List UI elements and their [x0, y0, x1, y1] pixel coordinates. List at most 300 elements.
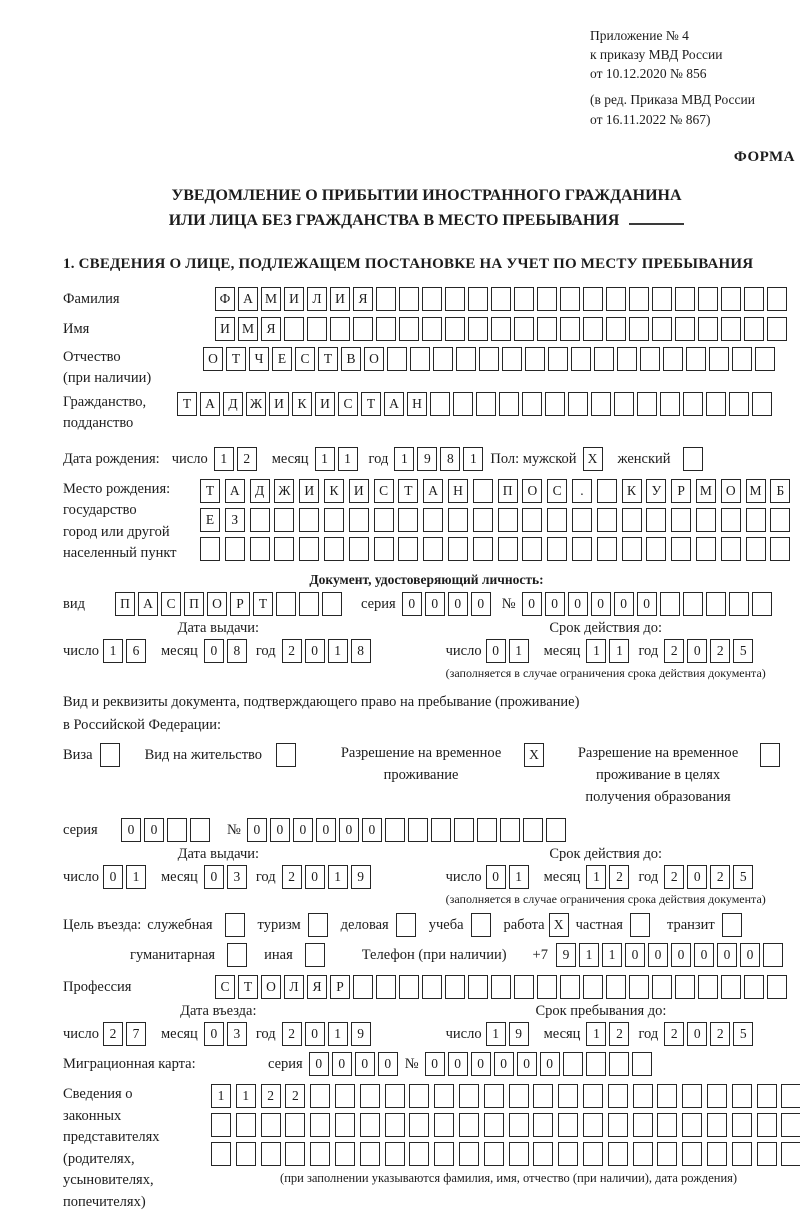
char-cell[interactable]: И	[349, 479, 369, 503]
char-cell[interactable]	[299, 537, 319, 561]
char-cell[interactable]	[622, 537, 642, 561]
char-cell[interactable]	[276, 592, 296, 616]
char-cell[interactable]	[500, 818, 520, 842]
char-cell[interactable]	[558, 1084, 578, 1108]
char-cell[interactable]: Р	[330, 975, 350, 999]
char-cell[interactable]	[572, 508, 592, 532]
char-cell[interactable]: 5	[733, 639, 753, 663]
char-cell[interactable]	[752, 592, 772, 616]
char-cell[interactable]: К	[622, 479, 642, 503]
char-cell[interactable]	[491, 317, 511, 341]
char-cell[interactable]	[637, 392, 657, 416]
char-cell[interactable]: 2	[664, 865, 684, 889]
char-cell[interactable]	[663, 347, 683, 371]
char-cell[interactable]: 0	[425, 592, 445, 616]
char-cell[interactable]	[422, 975, 442, 999]
char-cell[interactable]: 1	[394, 447, 414, 471]
char-cell[interactable]: 0	[568, 592, 588, 616]
char-cell[interactable]: 0	[362, 818, 382, 842]
char-cell[interactable]	[597, 508, 617, 532]
char-cell[interactable]	[683, 592, 703, 616]
char-cell[interactable]: 1	[328, 1022, 348, 1046]
char-cell[interactable]: 0	[540, 1052, 560, 1076]
char-cell[interactable]	[459, 1113, 479, 1137]
char-cell[interactable]: 0	[402, 592, 422, 616]
char-cell[interactable]: 2	[282, 865, 302, 889]
char-cell[interactable]: Д	[223, 392, 243, 416]
char-cell[interactable]	[732, 1113, 752, 1137]
char-cell[interactable]	[698, 287, 718, 311]
char-cell[interactable]	[563, 1052, 583, 1076]
char-cell[interactable]	[586, 1052, 606, 1076]
purpose-humanitarian-checkbox[interactable]	[227, 943, 247, 967]
char-cell[interactable]	[721, 317, 741, 341]
char-cell[interactable]: 0	[448, 1052, 468, 1076]
char-cell[interactable]: 1	[579, 943, 599, 967]
char-cell[interactable]: 2	[710, 639, 730, 663]
char-cell[interactable]	[533, 1113, 553, 1137]
char-cell[interactable]: 1	[103, 639, 123, 663]
purpose-private-checkbox[interactable]	[630, 913, 650, 937]
char-cell[interactable]: 1	[463, 447, 483, 471]
char-cell[interactable]	[660, 592, 680, 616]
char-cell[interactable]: 1	[328, 865, 348, 889]
char-cell[interactable]	[376, 975, 396, 999]
char-cell[interactable]: 2	[664, 639, 684, 663]
char-cell[interactable]: 1	[486, 1022, 506, 1046]
char-cell[interactable]: Т	[177, 392, 197, 416]
char-cell[interactable]	[445, 317, 465, 341]
char-cell[interactable]	[408, 818, 428, 842]
char-cell[interactable]	[324, 537, 344, 561]
char-cell[interactable]: 0	[494, 1052, 514, 1076]
char-cell[interactable]	[660, 392, 680, 416]
char-cell[interactable]	[571, 347, 591, 371]
char-cell[interactable]	[729, 592, 749, 616]
char-cell[interactable]	[430, 392, 450, 416]
char-cell[interactable]: 0	[687, 1022, 707, 1046]
char-cell[interactable]: П	[498, 479, 518, 503]
char-cell[interactable]	[755, 347, 775, 371]
char-cell[interactable]	[757, 1084, 777, 1108]
char-cell[interactable]	[597, 479, 617, 503]
char-cell[interactable]: 1	[338, 447, 358, 471]
char-cell[interactable]	[261, 1113, 281, 1137]
char-cell[interactable]	[499, 392, 519, 416]
char-cell[interactable]: 1	[328, 639, 348, 663]
char-cell[interactable]: К	[324, 479, 344, 503]
char-cell[interactable]	[399, 287, 419, 311]
char-cell[interactable]	[746, 508, 766, 532]
char-cell[interactable]	[558, 1113, 578, 1137]
char-cell[interactable]	[622, 508, 642, 532]
char-cell[interactable]	[360, 1113, 380, 1137]
char-cell[interactable]: 0	[591, 592, 611, 616]
char-cell[interactable]: 1	[586, 639, 606, 663]
char-cell[interactable]: С	[161, 592, 181, 616]
char-cell[interactable]	[387, 347, 407, 371]
char-cell[interactable]: 0	[740, 943, 760, 967]
char-cell[interactable]: 2	[710, 1022, 730, 1046]
purpose-official-checkbox[interactable]	[225, 913, 245, 937]
char-cell[interactable]	[409, 1084, 429, 1108]
char-cell[interactable]: А	[225, 479, 245, 503]
char-cell[interactable]	[491, 975, 511, 999]
char-cell[interactable]	[431, 818, 451, 842]
char-cell[interactable]	[349, 537, 369, 561]
char-cell[interactable]: 1	[609, 639, 629, 663]
char-cell[interactable]	[335, 1113, 355, 1137]
char-cell[interactable]	[560, 287, 580, 311]
char-cell[interactable]: А	[384, 392, 404, 416]
char-cell[interactable]	[284, 317, 304, 341]
char-cell[interactable]	[547, 508, 567, 532]
char-cell[interactable]	[767, 975, 787, 999]
char-cell[interactable]: 2	[609, 865, 629, 889]
char-cell[interactable]: 0	[378, 1052, 398, 1076]
char-cell[interactable]: 1	[586, 865, 606, 889]
char-cell[interactable]: Н	[407, 392, 427, 416]
char-cell[interactable]: 2	[285, 1084, 305, 1108]
char-cell[interactable]	[374, 508, 394, 532]
char-cell[interactable]: С	[338, 392, 358, 416]
char-cell[interactable]: А	[238, 287, 258, 311]
char-cell[interactable]	[514, 317, 534, 341]
char-cell[interactable]	[721, 508, 741, 532]
char-cell[interactable]: С	[295, 347, 315, 371]
char-cell[interactable]	[744, 287, 764, 311]
char-cell[interactable]: 0	[486, 639, 506, 663]
char-cell[interactable]: И	[330, 287, 350, 311]
char-cell[interactable]	[468, 317, 488, 341]
char-cell[interactable]	[629, 287, 649, 311]
char-cell[interactable]	[498, 537, 518, 561]
char-cell[interactable]: 0	[309, 1052, 329, 1076]
temp-residence-checkbox[interactable]: X	[524, 743, 544, 767]
char-cell[interactable]	[781, 1113, 800, 1137]
char-cell[interactable]	[236, 1113, 256, 1137]
char-cell[interactable]	[454, 818, 474, 842]
purpose-business-checkbox[interactable]	[396, 913, 416, 937]
char-cell[interactable]	[385, 1113, 405, 1137]
char-cell[interactable]: О	[364, 347, 384, 371]
char-cell[interactable]	[721, 537, 741, 561]
char-cell[interactable]	[514, 975, 534, 999]
char-cell[interactable]	[445, 287, 465, 311]
char-cell[interactable]: 0	[614, 592, 634, 616]
char-cell[interactable]	[385, 1084, 405, 1108]
char-cell[interactable]: 2	[261, 1084, 281, 1108]
char-cell[interactable]	[597, 537, 617, 561]
char-cell[interactable]	[448, 537, 468, 561]
char-cell[interactable]: Е	[200, 508, 220, 532]
char-cell[interactable]: 0	[204, 1022, 224, 1046]
char-cell[interactable]: 1	[586, 1022, 606, 1046]
char-cell[interactable]	[698, 975, 718, 999]
char-cell[interactable]	[594, 347, 614, 371]
char-cell[interactable]	[606, 287, 626, 311]
char-cell[interactable]	[583, 287, 603, 311]
char-cell[interactable]	[360, 1084, 380, 1108]
char-cell[interactable]: 0	[305, 1022, 325, 1046]
char-cell[interactable]	[609, 1052, 629, 1076]
char-cell[interactable]	[522, 508, 542, 532]
char-cell[interactable]	[453, 392, 473, 416]
char-cell[interactable]: 0	[522, 592, 542, 616]
char-cell[interactable]: М	[238, 317, 258, 341]
char-cell[interactable]	[423, 537, 443, 561]
char-cell[interactable]	[274, 537, 294, 561]
char-cell[interactable]	[633, 1113, 653, 1137]
char-cell[interactable]	[606, 317, 626, 341]
char-cell[interactable]: 0	[648, 943, 668, 967]
char-cell[interactable]	[752, 392, 772, 416]
char-cell[interactable]: 0	[247, 818, 267, 842]
char-cell[interactable]: С	[374, 479, 394, 503]
char-cell[interactable]: 8	[440, 447, 460, 471]
char-cell[interactable]	[696, 508, 716, 532]
char-cell[interactable]	[307, 317, 327, 341]
char-cell[interactable]	[473, 479, 493, 503]
char-cell[interactable]	[729, 392, 749, 416]
char-cell[interactable]	[675, 287, 695, 311]
char-cell[interactable]: Ф	[215, 287, 235, 311]
char-cell[interactable]: Д	[250, 479, 270, 503]
char-cell[interactable]	[706, 392, 726, 416]
char-cell[interactable]	[448, 508, 468, 532]
char-cell[interactable]	[686, 347, 706, 371]
char-cell[interactable]: У	[646, 479, 666, 503]
char-cell[interactable]	[310, 1084, 330, 1108]
char-cell[interactable]	[468, 287, 488, 311]
char-cell[interactable]	[522, 537, 542, 561]
char-cell[interactable]	[200, 537, 220, 561]
char-cell[interactable]	[423, 508, 443, 532]
char-cell[interactable]: 8	[351, 639, 371, 663]
char-cell[interactable]: 0	[293, 818, 313, 842]
char-cell[interactable]: Ч	[249, 347, 269, 371]
char-cell[interactable]	[349, 508, 369, 532]
char-cell[interactable]: З	[225, 508, 245, 532]
char-cell[interactable]: Р	[230, 592, 250, 616]
temp-residence-edu-checkbox[interactable]	[760, 743, 780, 767]
char-cell[interactable]: И	[315, 392, 335, 416]
char-cell[interactable]: Ж	[246, 392, 266, 416]
char-cell[interactable]	[484, 1084, 504, 1108]
char-cell[interactable]	[546, 818, 566, 842]
char-cell[interactable]: 9	[351, 1022, 371, 1046]
char-cell[interactable]	[422, 317, 442, 341]
char-cell[interactable]: 7	[126, 1022, 146, 1046]
char-cell[interactable]	[657, 1113, 677, 1137]
char-cell[interactable]	[491, 287, 511, 311]
char-cell[interactable]: П	[184, 592, 204, 616]
char-cell[interactable]: 0	[517, 1052, 537, 1076]
char-cell[interactable]: Я	[353, 287, 373, 311]
char-cell[interactable]	[509, 1084, 529, 1108]
char-cell[interactable]: Т	[253, 592, 273, 616]
char-cell[interactable]	[617, 347, 637, 371]
char-cell[interactable]	[548, 347, 568, 371]
char-cell[interactable]: 5	[733, 1022, 753, 1046]
char-cell[interactable]	[330, 317, 350, 341]
char-cell[interactable]: 0	[355, 1052, 375, 1076]
char-cell[interactable]: 2	[103, 1022, 123, 1046]
char-cell[interactable]: 0	[486, 865, 506, 889]
char-cell[interactable]	[675, 975, 695, 999]
char-cell[interactable]	[509, 1113, 529, 1137]
char-cell[interactable]	[706, 592, 726, 616]
char-cell[interactable]: 0	[425, 1052, 445, 1076]
char-cell[interactable]	[545, 392, 565, 416]
char-cell[interactable]	[646, 537, 666, 561]
char-cell[interactable]: Я	[261, 317, 281, 341]
char-cell[interactable]: 1	[211, 1084, 231, 1108]
char-cell[interactable]	[709, 347, 729, 371]
char-cell[interactable]	[537, 287, 557, 311]
char-cell[interactable]	[652, 317, 672, 341]
char-cell[interactable]	[376, 287, 396, 311]
char-cell[interactable]	[537, 317, 557, 341]
char-cell[interactable]	[459, 1084, 479, 1108]
char-cell[interactable]: 5	[733, 865, 753, 889]
char-cell[interactable]	[572, 537, 592, 561]
char-cell[interactable]: 1	[509, 639, 529, 663]
char-cell[interactable]	[374, 537, 394, 561]
char-cell[interactable]: 2	[609, 1022, 629, 1046]
char-cell[interactable]: Я	[307, 975, 327, 999]
char-cell[interactable]	[633, 1084, 653, 1108]
char-cell[interactable]: Т	[200, 479, 220, 503]
char-cell[interactable]: Р	[671, 479, 691, 503]
char-cell[interactable]	[591, 392, 611, 416]
char-cell[interactable]: О	[721, 479, 741, 503]
char-cell[interactable]	[698, 317, 718, 341]
char-cell[interactable]	[657, 1084, 677, 1108]
char-cell[interactable]: 2	[237, 447, 257, 471]
char-cell[interactable]: 0	[448, 592, 468, 616]
char-cell[interactable]: 0	[144, 818, 164, 842]
char-cell[interactable]: О	[207, 592, 227, 616]
char-cell[interactable]	[707, 1113, 727, 1137]
char-cell[interactable]: А	[200, 392, 220, 416]
char-cell[interactable]	[285, 1113, 305, 1137]
char-cell[interactable]	[770, 537, 790, 561]
char-cell[interactable]	[583, 1113, 603, 1137]
char-cell[interactable]	[473, 508, 493, 532]
char-cell[interactable]	[250, 537, 270, 561]
char-cell[interactable]: 0	[204, 865, 224, 889]
char-cell[interactable]: 0	[471, 592, 491, 616]
char-cell[interactable]: 3	[227, 865, 247, 889]
char-cell[interactable]	[225, 537, 245, 561]
char-cell[interactable]: 1	[236, 1084, 256, 1108]
char-cell[interactable]: 1	[602, 943, 622, 967]
char-cell[interactable]	[746, 537, 766, 561]
char-cell[interactable]	[410, 347, 430, 371]
char-cell[interactable]: 9	[417, 447, 437, 471]
char-cell[interactable]	[675, 317, 695, 341]
char-cell[interactable]: И	[284, 287, 304, 311]
char-cell[interactable]	[211, 1113, 231, 1137]
char-cell[interactable]: 0	[103, 865, 123, 889]
char-cell[interactable]: И	[299, 479, 319, 503]
char-cell[interactable]: О	[522, 479, 542, 503]
char-cell[interactable]	[399, 317, 419, 341]
char-cell[interactable]: С	[215, 975, 235, 999]
char-cell[interactable]: П	[115, 592, 135, 616]
char-cell[interactable]	[479, 347, 499, 371]
char-cell[interactable]	[445, 975, 465, 999]
char-cell[interactable]	[721, 975, 741, 999]
char-cell[interactable]	[547, 537, 567, 561]
char-cell[interactable]	[682, 1113, 702, 1137]
char-cell[interactable]	[473, 537, 493, 561]
char-cell[interactable]	[434, 1113, 454, 1137]
char-cell[interactable]: 0	[625, 943, 645, 967]
char-cell[interactable]	[732, 1084, 752, 1108]
char-cell[interactable]: 2	[710, 865, 730, 889]
char-cell[interactable]	[757, 1113, 777, 1137]
char-cell[interactable]: Т	[318, 347, 338, 371]
char-cell[interactable]: 0	[305, 865, 325, 889]
char-cell[interactable]: А	[423, 479, 443, 503]
char-cell[interactable]: Н	[448, 479, 468, 503]
char-cell[interactable]: 0	[717, 943, 737, 967]
char-cell[interactable]: 9	[556, 943, 576, 967]
char-cell[interactable]: Л	[307, 287, 327, 311]
char-cell[interactable]: К	[292, 392, 312, 416]
char-cell[interactable]: В	[341, 347, 361, 371]
visa-checkbox[interactable]	[100, 743, 120, 767]
char-cell[interactable]	[632, 1052, 652, 1076]
char-cell[interactable]	[399, 975, 419, 999]
char-cell[interactable]	[682, 1084, 702, 1108]
char-cell[interactable]: 0	[694, 943, 714, 967]
char-cell[interactable]	[385, 818, 405, 842]
char-cell[interactable]: 1	[315, 447, 335, 471]
purpose-work-checkbox[interactable]: X	[549, 913, 569, 937]
char-cell[interactable]: 2	[664, 1022, 684, 1046]
char-cell[interactable]: Б	[770, 479, 790, 503]
char-cell[interactable]: 0	[316, 818, 336, 842]
char-cell[interactable]	[502, 347, 522, 371]
char-cell[interactable]	[652, 975, 672, 999]
char-cell[interactable]: Т	[361, 392, 381, 416]
char-cell[interactable]: 2	[282, 639, 302, 663]
char-cell[interactable]	[310, 1113, 330, 1137]
residence-permit-checkbox[interactable]	[276, 743, 296, 767]
char-cell[interactable]	[560, 317, 580, 341]
char-cell[interactable]	[696, 537, 716, 561]
char-cell[interactable]: 3	[227, 1022, 247, 1046]
char-cell[interactable]: И	[269, 392, 289, 416]
char-cell[interactable]: О	[261, 975, 281, 999]
char-cell[interactable]: 0	[687, 865, 707, 889]
char-cell[interactable]: Т	[226, 347, 246, 371]
char-cell[interactable]: М	[261, 287, 281, 311]
char-cell[interactable]	[629, 317, 649, 341]
char-cell[interactable]	[190, 818, 210, 842]
char-cell[interactable]: Т	[238, 975, 258, 999]
char-cell[interactable]	[434, 1084, 454, 1108]
char-cell[interactable]	[422, 287, 442, 311]
purpose-other-checkbox[interactable]	[305, 943, 325, 967]
char-cell[interactable]	[353, 317, 373, 341]
char-cell[interactable]	[537, 975, 557, 999]
char-cell[interactable]: Ж	[274, 479, 294, 503]
char-cell[interactable]: .	[572, 479, 592, 503]
